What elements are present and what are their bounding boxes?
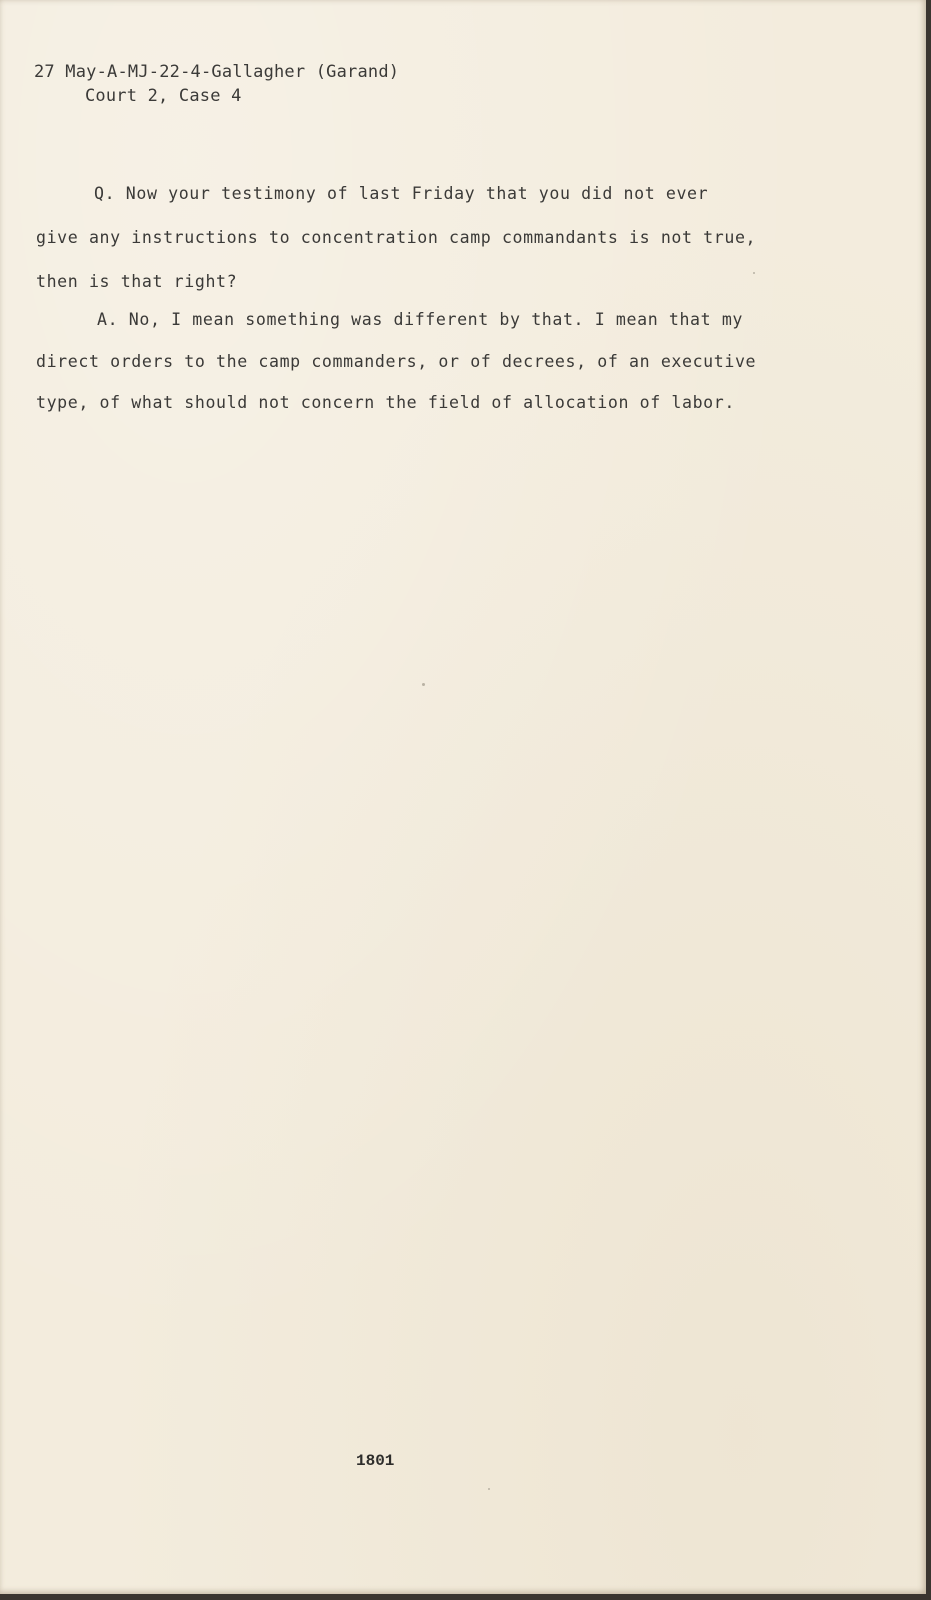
paper-speck: [488, 1488, 490, 1490]
question-line: give any instructions to concentration camp commandants is not true,: [36, 228, 757, 247]
answer-line: type, of what should not concern the field of allocation of labor.: [36, 393, 735, 412]
question-line: then is that right?: [36, 272, 238, 291]
page-number: 1801: [356, 1452, 395, 1470]
question-line: Q. Now your testimony of last Friday that you did not ever: [94, 184, 709, 203]
case-reference-line: 27 May-A-MJ-22-4-Gallagher (Garand): [34, 62, 400, 82]
paper-speck: [753, 272, 755, 274]
court-case-line: Court 2, Case 4: [85, 86, 242, 106]
answer-line: direct orders to the camp commanders, or of decrees, of an executive: [36, 352, 757, 371]
paper-speck: [422, 683, 425, 686]
answer-line: A. No, I mean something was different by that. I mean that my: [97, 310, 744, 329]
